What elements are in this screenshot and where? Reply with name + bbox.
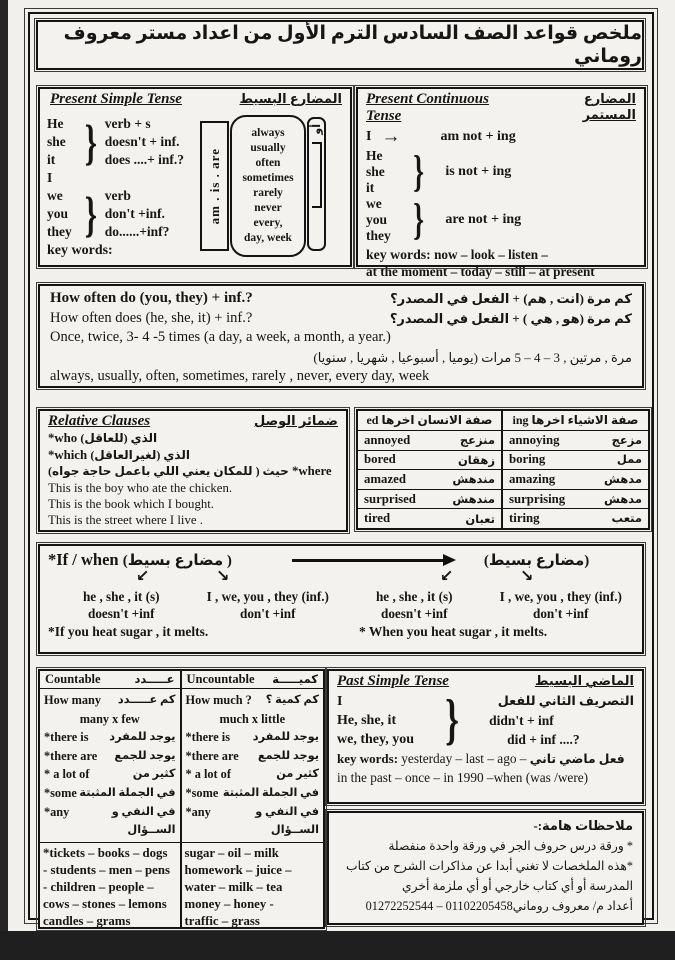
adjective-ar: مندهش bbox=[452, 474, 495, 487]
table-row bbox=[358, 451, 648, 471]
example-sentence: This is the boy who ate the chicken. bbox=[48, 480, 233, 495]
adjective-en: amazed bbox=[364, 471, 406, 486]
note-line: * ورقة درس حروف الجر في ورقة واحدة منفصلة bbox=[388, 839, 633, 853]
third-person-rule bbox=[48, 588, 195, 622]
adjectives-table bbox=[356, 409, 650, 530]
verb-form: do......+inf? bbox=[104, 224, 170, 239]
present-simple-section bbox=[38, 87, 352, 267]
relative-pronoun: *which bbox=[48, 447, 88, 462]
uncountable-header: Uncountable bbox=[186, 672, 255, 686]
note-line: *هذه الملخصات لا تغني أبدا عن مذاكرات الشرح من كتاب bbox=[346, 859, 633, 873]
important-notes-section bbox=[327, 811, 644, 925]
pronoun: they bbox=[366, 228, 391, 243]
how-often-does-rule: How often does (he, she, it) + inf.? bbox=[50, 309, 253, 326]
adjective-ar: مندهش bbox=[452, 494, 495, 507]
adjective-en: surprising bbox=[509, 491, 566, 506]
example-line: money – honey - bbox=[184, 896, 274, 911]
countable-uncountable-table bbox=[38, 669, 325, 929]
adjective-en: amazing bbox=[509, 471, 556, 486]
pronoun: He bbox=[47, 116, 64, 131]
relative-pronoun-gloss: الذي (للعاقل) bbox=[80, 431, 158, 445]
adjective-ar: مدهش bbox=[604, 473, 642, 486]
example-line: traffic – grass bbox=[184, 913, 260, 928]
verb-form: didn't + inf bbox=[489, 712, 554, 728]
rule-en: * a lot of bbox=[44, 767, 90, 782]
relative-clauses-title-ar: ضمائر الوصل bbox=[253, 413, 338, 428]
keywords-line: in the past – once – in 1990 –when (was /were) bbox=[337, 769, 589, 785]
plural-rule bbox=[488, 588, 635, 622]
plural-rule bbox=[195, 588, 342, 622]
pronoun: they bbox=[47, 224, 72, 239]
example-line: cows – stones – lemons bbox=[43, 896, 167, 911]
adjective-en: tiring bbox=[509, 511, 540, 526]
diagonal-arrow-icon bbox=[520, 566, 533, 586]
brace-icon bbox=[85, 187, 97, 241]
verb-form: don't +inf bbox=[239, 606, 296, 621]
rule-en: * a lot of bbox=[185, 767, 231, 782]
pronoun-group: I , we, you , they (inf.) bbox=[499, 589, 622, 604]
brace-icon bbox=[413, 148, 424, 196]
rule-ar: يوجد للجمع bbox=[257, 749, 319, 762]
keywords-line: yesterday – last – ago – bbox=[401, 751, 527, 766]
example-line: - children – people – bbox=[43, 879, 154, 894]
adjective-ar: متعب bbox=[611, 513, 642, 526]
present-simple-title-en: Present Simple Tense bbox=[50, 91, 182, 107]
adverb: always bbox=[251, 127, 285, 139]
adverb: never bbox=[254, 202, 282, 214]
note-line: المدرسة أو أي كتاب خارجي أو أي ملزمة أخري bbox=[401, 879, 633, 893]
rule-ar: كثير من bbox=[276, 768, 319, 781]
pronoun: you bbox=[47, 206, 69, 221]
verb-form: don't +inf. bbox=[104, 206, 165, 221]
diagonal-arrow-icon bbox=[440, 566, 453, 586]
keywords-label: key words: bbox=[337, 751, 399, 766]
pronoun: He bbox=[366, 148, 383, 163]
keywords-line: at the moment – today – still – at present bbox=[366, 264, 595, 279]
adjective-ar: تعبان bbox=[465, 513, 495, 526]
verb-form: don't +inf bbox=[532, 606, 589, 621]
uncountable-column bbox=[182, 671, 324, 927]
pronoun: I bbox=[366, 129, 372, 144]
rule-ar: في الجملة المثبتة bbox=[79, 786, 176, 799]
pronoun: I bbox=[47, 170, 53, 185]
verb-form: verb bbox=[104, 188, 131, 203]
ing-column-header: صفة الاشياء اخرها ing bbox=[512, 413, 639, 427]
rule-ar: كثير من bbox=[132, 768, 176, 781]
present-continuous-title-en: Present Continuous Tense bbox=[366, 91, 489, 124]
page-title: ملخص قواعد الصف السادس الترم الأول من اعداد مستر معروف روماني bbox=[63, 23, 642, 67]
table-row bbox=[358, 490, 648, 510]
pronoun: we bbox=[366, 196, 382, 211]
adjective-en: annoyed bbox=[364, 432, 411, 447]
adjective-en: annoying bbox=[509, 432, 560, 447]
rule-en: How many bbox=[44, 693, 102, 707]
verb-form: verb + s bbox=[104, 116, 151, 131]
rule-en: *any bbox=[185, 804, 211, 819]
relative-pronoun-gloss: حيث ( للمكان يعني اللي باعمل حاجة جواه) bbox=[48, 464, 289, 478]
rule-en: *there is bbox=[185, 730, 231, 745]
present-continuous-section bbox=[356, 87, 646, 279]
example-sentence: This is the book which I bought. bbox=[48, 496, 214, 511]
adverb: day, week bbox=[244, 232, 292, 244]
adjective-en: tired bbox=[364, 511, 391, 526]
how-often-do-rule: How often do (you, they) + inf.? bbox=[50, 290, 253, 306]
scan-edge-bottom bbox=[0, 931, 675, 960]
countable-column bbox=[40, 671, 182, 927]
how-often-do-rule-ar: كم مرة (انت , هم) + الفعل في المصدر؟ bbox=[390, 291, 632, 306]
brace-icon bbox=[413, 196, 424, 244]
present-simple-title-ar: المضارع البسيط bbox=[239, 91, 342, 106]
pronoun: it bbox=[47, 152, 56, 167]
pronoun: He, she, it bbox=[337, 712, 397, 728]
side-annotation-box bbox=[307, 117, 326, 251]
table-row bbox=[358, 431, 648, 451]
right-arrow-icon bbox=[381, 126, 400, 148]
rule-ar: في الجملة المثبتة bbox=[222, 786, 319, 799]
if-when-section bbox=[38, 544, 644, 654]
rule-en: *some bbox=[185, 785, 219, 800]
how-often-section bbox=[38, 284, 644, 388]
pronoun-group: he , she , it (s) bbox=[82, 589, 160, 604]
countable-examples bbox=[40, 842, 180, 932]
present-continuous-title-ar: المضارع المستمر bbox=[582, 91, 636, 122]
uncountable-header-ar: كميـــــة bbox=[272, 674, 318, 686]
example-line: homework – juice – bbox=[184, 862, 292, 877]
pronoun: it bbox=[366, 180, 375, 195]
rule-ar: يوجد للمفرد bbox=[252, 731, 319, 744]
adjective-ar: منزعج bbox=[459, 435, 495, 448]
example-sentence: This is the street where I live . bbox=[48, 512, 203, 527]
adjective-en: surprised bbox=[364, 491, 416, 506]
relative-pronoun: *who bbox=[48, 431, 78, 445]
adjective-ar: مزعج bbox=[611, 434, 642, 447]
rule-en: *there are bbox=[185, 748, 239, 763]
adverb: rarely bbox=[253, 187, 283, 199]
brace-icon bbox=[85, 115, 97, 169]
pronoun-group: I , we, you , they (inf.) bbox=[206, 589, 329, 604]
rule-ar: في النفي و الســؤال bbox=[111, 805, 176, 837]
pronoun: she bbox=[366, 164, 385, 179]
adverb: sometimes bbox=[242, 172, 294, 184]
adjective-en: bored bbox=[364, 452, 396, 467]
example-line: *tickets – books – dogs bbox=[43, 845, 168, 860]
vertical-bracket-icon bbox=[312, 142, 322, 208]
adverb: usually bbox=[250, 142, 286, 154]
how-often-does-rule-ar: كم مرة (هو , هي ) + الفعل في المصدر؟ bbox=[389, 310, 632, 326]
past-simple-title-ar: الماضي البسيط bbox=[535, 673, 634, 688]
rule-en: *some bbox=[44, 785, 77, 800]
present-simple-rules bbox=[47, 115, 199, 260]
countable-header: Countable bbox=[45, 672, 101, 686]
am-is-are-box bbox=[200, 121, 229, 251]
pronoun: I bbox=[337, 693, 343, 709]
if-when-title: *If / when bbox=[48, 550, 119, 569]
adverb: every, bbox=[253, 217, 283, 229]
pronoun-group: he , she , it (s) bbox=[375, 589, 453, 604]
example-line: candles – grams bbox=[43, 913, 131, 928]
verb-form: are not + ing bbox=[445, 212, 522, 227]
keywords-label: key words: bbox=[47, 243, 113, 258]
scan-edge-left bbox=[0, 0, 8, 934]
contact-line: أعداد م/ معروف روماني01102205458 – 01272252544 bbox=[365, 899, 633, 913]
verb-form: is not + ing bbox=[445, 164, 512, 179]
rule-ar: كم عـــــدد bbox=[117, 694, 176, 706]
keywords-line: now – look – listen – bbox=[434, 247, 549, 262]
relative-clauses-title-en: Relative Clauses bbox=[48, 413, 151, 429]
adjective-en: boring bbox=[509, 452, 546, 467]
rule-en: *there is bbox=[44, 730, 89, 745]
rule-en: *any bbox=[44, 804, 70, 819]
result-clause-title-ar: (مضارع بسيط) bbox=[483, 552, 590, 569]
verb-form: am not + ing bbox=[440, 129, 516, 144]
if-when-title-ar: ( مضارع بسيط) bbox=[122, 553, 232, 569]
relative-pronoun: *where bbox=[292, 464, 332, 478]
example-line: water – milk – tea bbox=[184, 879, 283, 894]
brace-icon bbox=[445, 690, 459, 750]
adverb: often bbox=[255, 157, 281, 169]
adjective-ar: زهقان bbox=[457, 454, 495, 467]
rule-en: many x few bbox=[79, 711, 140, 726]
rule-ar: يوجد للمفرد bbox=[109, 731, 176, 744]
diagonal-arrow-icon bbox=[216, 566, 229, 586]
frequency-answers-ar: مرة , مرتين , 3 – 4 – 5 مرات (يوميا , أسبوعيا , شهريا , سنويا) bbox=[313, 349, 632, 365]
rule-ar: في النفي و الســؤال bbox=[255, 805, 319, 837]
example-sentence: * When you heat sugar , it melts. bbox=[359, 624, 548, 639]
verb-form-ar: التصريف الثاني للفعل bbox=[497, 693, 634, 708]
long-right-arrow-icon bbox=[292, 559, 444, 562]
verb-form: doesn't +inf bbox=[380, 606, 448, 621]
frequency-answers: Once, twice, 3- 4 -5 times (a day, a week, a month, a year.) bbox=[50, 329, 391, 345]
example-line: - students – men – pens bbox=[43, 862, 170, 877]
rule-en: How much ? bbox=[185, 693, 252, 707]
countable-header-ar: عـــــدد bbox=[134, 674, 175, 686]
rule-en: *there are bbox=[44, 748, 98, 763]
notes-title: ملاحظات هامة:- bbox=[533, 818, 633, 833]
pronoun: you bbox=[366, 212, 388, 227]
table-row bbox=[358, 470, 648, 490]
past-simple-section bbox=[327, 669, 644, 804]
relative-clauses-section bbox=[38, 409, 348, 532]
verb-form: did + inf ....? bbox=[507, 731, 580, 747]
ed-column-header: صفة الانسان اخرها ed bbox=[358, 411, 503, 430]
verb-form: doesn't + inf. bbox=[104, 134, 180, 149]
branch-arrows bbox=[48, 570, 634, 588]
rule-ar: كم كمية ؟ bbox=[265, 694, 319, 706]
pronoun: we, they, you bbox=[337, 731, 414, 747]
side-word: أو bbox=[311, 124, 323, 135]
keywords-label: key words: bbox=[366, 247, 431, 262]
pronoun: she bbox=[47, 134, 66, 149]
vertical-verbs-text: am . is . are bbox=[206, 147, 222, 225]
sheet-title-box bbox=[36, 20, 644, 70]
example-sentence: *If you heat sugar , it melts. bbox=[48, 624, 209, 639]
third-person-rule bbox=[341, 588, 488, 622]
pronoun: we bbox=[47, 188, 63, 203]
table-row bbox=[358, 509, 648, 528]
diagonal-arrow-icon bbox=[136, 566, 149, 586]
past-simple-title-en: Past Simple Tense bbox=[337, 673, 449, 689]
frequency-adverbs-box bbox=[230, 115, 306, 257]
verb-form: does ....+ inf.? bbox=[104, 152, 185, 167]
rule-ar: يوجد للجمع bbox=[114, 749, 176, 762]
frequency-adverb-list: always, usually, often, sometimes, rarely , never, every day, week bbox=[50, 368, 430, 384]
relative-pronoun-gloss: الذي (لغيرالعاقل) bbox=[90, 447, 190, 462]
keywords-ar: فعل ماضي تاني bbox=[529, 752, 625, 766]
adjective-ar: ممل bbox=[616, 454, 642, 467]
uncountable-examples bbox=[182, 842, 324, 932]
example-line: sugar – oil – milk bbox=[184, 845, 279, 860]
adjective-ar: مدهش bbox=[604, 493, 642, 506]
rule-en: much x little bbox=[219, 711, 286, 726]
verb-form: doesn't +inf bbox=[87, 606, 155, 621]
